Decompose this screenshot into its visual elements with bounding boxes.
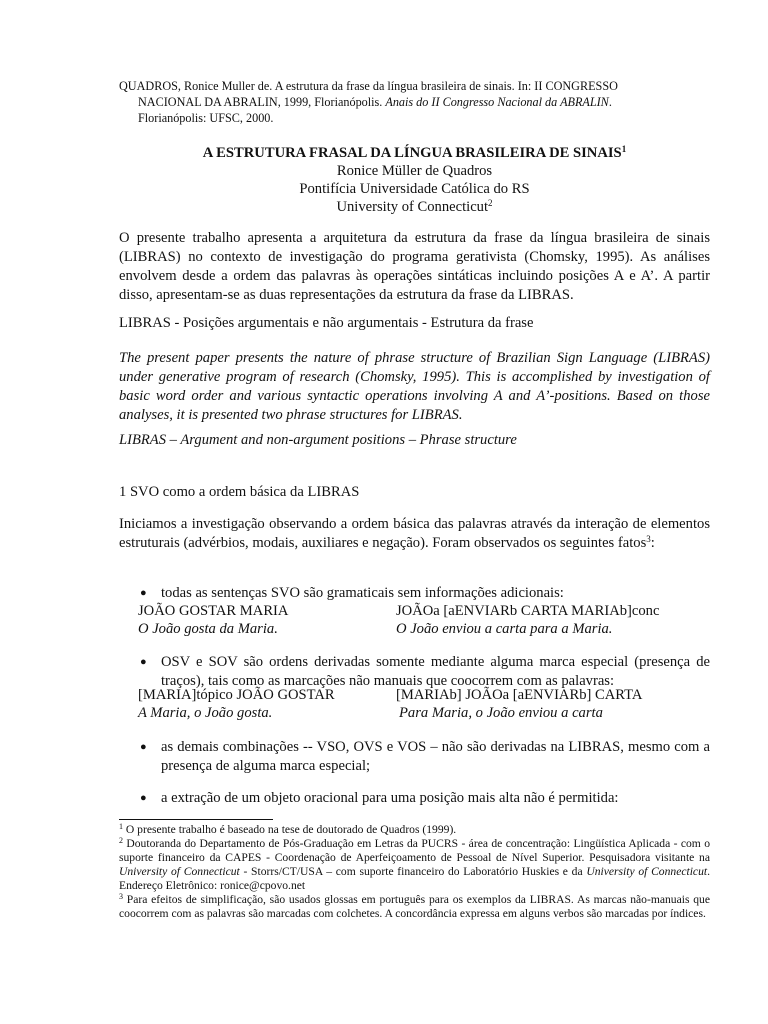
keywords-portuguese: LIBRAS - Posições argumentais e não argumentais - Estrutura da frase [119, 315, 534, 331]
example-gloss: [MARIA]tópico JOÃO GOSTAR [138, 687, 335, 703]
example-gloss: JOÃO GOSTAR MARIA [138, 603, 289, 619]
citation-line3: Florianópolis: UFSC, 2000. [138, 111, 274, 125]
footnote-1: $^1$ O presente trabalho é baseado na tese de doutorado de Quadros (1999). [119, 822, 457, 836]
bullet-icon: ● [140, 792, 147, 804]
citation-line2: NACIONAL DA ABRALIN, 1999, Florianópolis. Anais do II Congresso Nacional da ABRALIN. [138, 95, 612, 109]
example-translation: O João enviou a carta para a Maria. [396, 621, 613, 637]
keywords-english: LIBRAS – Argument and non-argument positions – Phrase structure [119, 432, 517, 448]
section-intro: Iniciamos a investigação observando a ordem básica das palavras através da interação de elementos estruturais (advérbios, modais, auxiliares e negação). Foram observados os seguintes fatos$^3$: [119, 516, 710, 551]
bullet-icon: ● [140, 587, 147, 599]
list-item: ● OSV e SOV são ordens derivadas somente mediante alguma marca especial (presença de traços), tais como as marcações não manuais que coocorrem com as palavras: [140, 654, 710, 689]
footnote-ref-1: 1 [621, 144, 627, 154]
list-item: ● todas as sentenças SVO são gramaticais sem informações adicionais: [140, 585, 564, 601]
citation-line1: QUADROS, Ronice Muller de. A estrutura da frase da língua brasileira de sinais. In: II CONGRESSO [119, 79, 618, 93]
bullet-icon: ● [140, 656, 147, 668]
footnote-divider [119, 819, 273, 820]
abstract-english: The present paper presents the nature of phrase structure of Brazilian Sign Language (LIBRAS) under generative program of research (Chomsky, 1995). This is accomplished by investigation of basic word order and various syntactic operations involving A and A’-positions. Based on those analyses, it is presented two phrase structures for LIBRAS. [119, 350, 710, 423]
list-item: ● as demais combinações -- VSO, OVS e VOS – não são derivadas na LIBRAS, mesmo com a presença de alguma marca especial; [140, 739, 710, 774]
footnote-2: $^2$ Doutoranda do Departamento de Pós-Graduação em Letras da PUCRS - área de concentração: Lingüística Aplicada - com o suporte financeiro da CAPES - Coordenação de Aperfeiçoamento de Pessoal de Nível Superior. Pesquisadora visitante na University of Connecticut - Storrs/CT/USA – com suporte financeiro do Laboratório Huskies e da University of Connecticut. Endereço Eletrônico: ronice@cpovo.net [119, 836, 710, 892]
affiliation-2: University of Connecticut$^2$ [336, 198, 493, 215]
example-gloss: JOÃOa [aENVIARb CARTA MARIAb]conc [396, 603, 660, 619]
example-gloss: [MARIAb] JOÃOa [aENVIARb] CARTA [396, 687, 643, 703]
citation-reference [119, 78, 710, 126]
list-item: ● a extração de um objeto oracional para uma posição mais alta não é permitida: [140, 790, 619, 806]
title-block [119, 144, 710, 216]
citation-proceedings: Anais do II Congresso Nacional da ABRALIN [385, 95, 609, 109]
footnote-ref-3: 3 [646, 534, 651, 544]
section-heading: 1 SVO como a ordem básica da LIBRAS [119, 484, 360, 500]
affiliation-1: Pontifícia Universidade Católica do RS [299, 181, 530, 197]
bullet-icon: ● [140, 741, 147, 753]
footnote-3: $^3$ Para efeitos de simplificação, são usados glossas em português para os exemplos da LIBRAS. As marcas não-manuais que coocorrem com as palavras são marcadas com colchetes. A concordância expressa em alguns verbos são marcadas por índices. [119, 892, 710, 920]
abstract-portuguese: O presente trabalho apresenta a arquitetura da estrutura da frase da língua brasileira de sinais (LIBRAS) no contexto de investigação do programa gerativista (Chomsky, 1995). As análises envolvem desde a ordem das palavras às operações sintáticas incluindo posições A e A’. A partir disso, apresentam-se as duas representações da estrutura da frase da LIBRAS. [119, 230, 710, 303]
paper-title: A ESTRUTURA FRASAL DA LÍNGUA BRASILEIRA DE SINAIS$^1$ [202, 144, 627, 161]
example-translation: A Maria, o João gosta. [138, 705, 273, 721]
footnote-ref-2: 2 [488, 198, 493, 208]
example-translation: O João gosta da Maria. [138, 621, 278, 637]
author-name: Ronice Müller de Quadros [336, 163, 493, 179]
example-translation: Para Maria, o João enviou a carta [399, 705, 603, 721]
